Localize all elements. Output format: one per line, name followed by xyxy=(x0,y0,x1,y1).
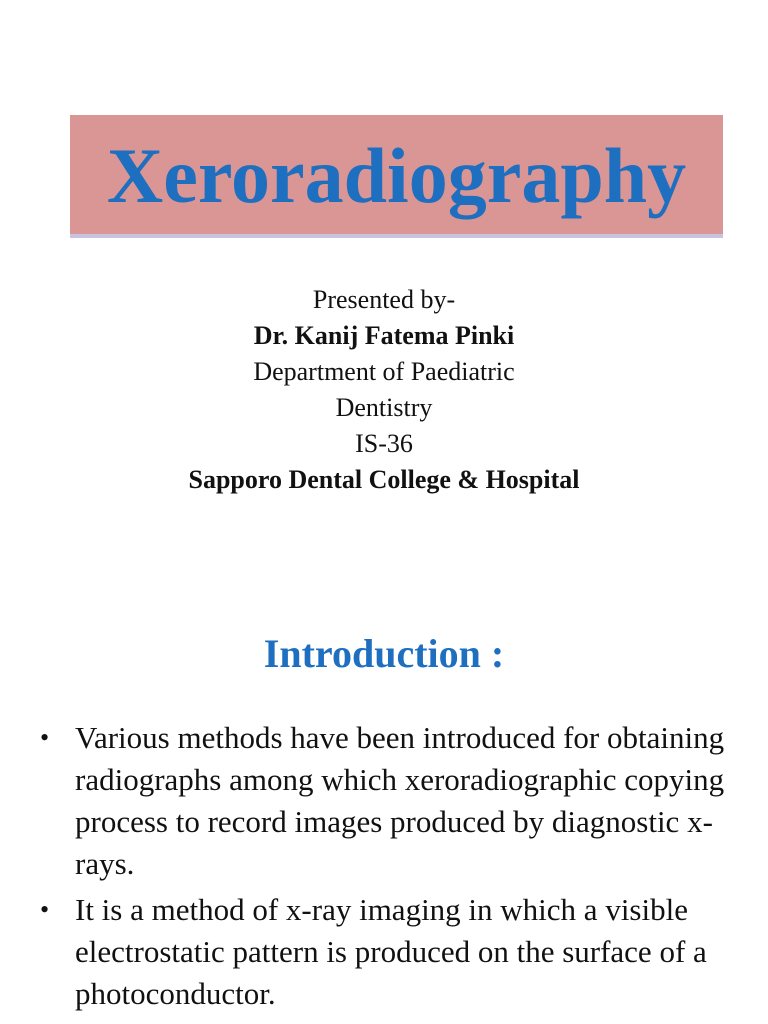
institution-name: Sapporo Dental College & Hospital xyxy=(188,465,580,494)
title-banner xyxy=(70,115,723,238)
bullet-icon: • xyxy=(40,895,50,924)
presenter-info xyxy=(84,282,684,498)
batch-label: IS-36 xyxy=(355,429,413,458)
section-heading: Introduction : xyxy=(263,631,505,676)
bullet-list xyxy=(34,717,734,1019)
slide-title: Xeroradiography xyxy=(106,132,687,219)
department-line-1: Department of Paediatric xyxy=(253,357,515,386)
bullet-icon: • xyxy=(40,723,50,752)
bullet-text: It is a method of x-ray imaging in which a visible electrostatic pattern is produced on the surface of a photoconductor. xyxy=(75,892,707,1011)
bullet-text: Various methods have been introduced for obtaining radiographs among which xeroradiographic copying process to record images produced by diagnostic x-rays. xyxy=(75,720,725,881)
list-item xyxy=(34,717,734,885)
presenter-name: Dr. Kanij Fatema Pinki xyxy=(253,321,515,350)
department-line-2: Dentistry xyxy=(335,393,433,422)
presented-by-label: Presented by- xyxy=(312,285,456,314)
list-item xyxy=(34,889,734,1015)
